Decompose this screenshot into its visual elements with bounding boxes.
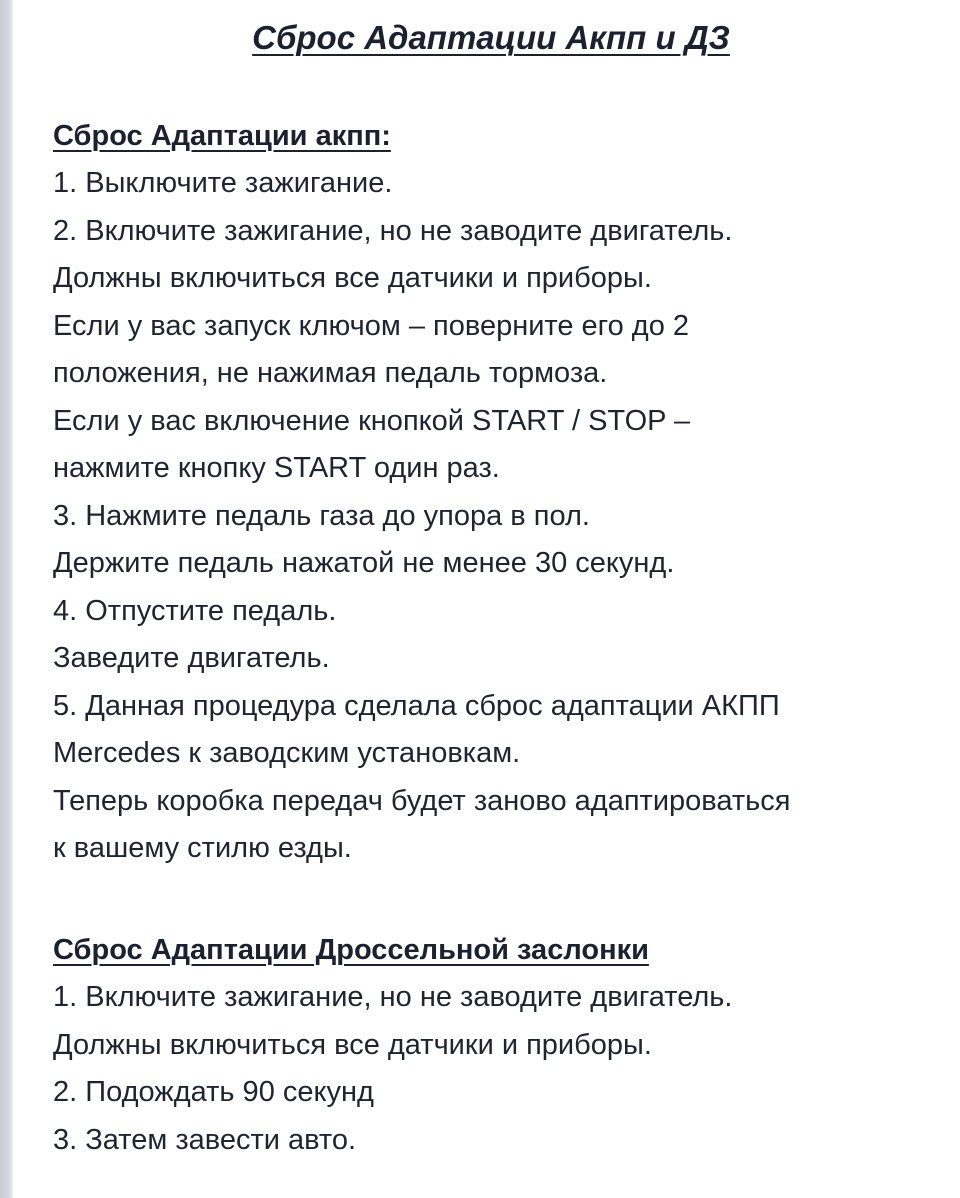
instruction-line: 1. Выключите зажигание.	[53, 167, 393, 199]
instruction-line: 3. Нажмите педаль газа до упора в пол.	[53, 499, 590, 532]
instruction-line: Должны включиться все датчики и приборы.	[53, 1028, 652, 1061]
instruction-line: Если у вас включение кнопкой START / STOP –	[53, 404, 691, 437]
instruction-line: положения, не нажимая педаль тормоза.	[53, 357, 608, 389]
instruction-line: Должны включиться все датчики и приборы.	[53, 262, 652, 294]
instruction-line: Mercedes к заводским установкам.	[53, 737, 521, 769]
instruction-line: 3. Затем завести авто.	[53, 1123, 357, 1156]
instruction-line: Если у вас запуск ключом – поверните его до 2	[53, 309, 690, 342]
instruction-line: к вашему стилю езды.	[53, 832, 352, 864]
instruction-line: 4. Отпустите педаль.	[53, 594, 337, 627]
section-heading: Сброс Адаптации Дроссельной заслонки	[53, 934, 649, 966]
instruction-line: 1. Включите зажигание, но не заводите двигатель.	[53, 981, 733, 1013]
instruction-line: Заведите двигатель.	[53, 642, 330, 674]
instruction-line: нажмите кнопку START один раз.	[53, 452, 500, 484]
left-page-edge	[0, 0, 13, 1198]
section-akpp-reset	[53, 112, 790, 873]
instruction-line: Держите педаль нажатой не менее 30 секунд.	[53, 547, 675, 579]
instruction-line: 5. Данная процедура сделала сброс адаптации АКПП	[53, 689, 780, 722]
instruction-line: 2. Подождать 90 секунд	[53, 1076, 374, 1108]
section-throttle-reset	[53, 926, 732, 1164]
instruction-list	[53, 974, 732, 1164]
instruction-line: 2. Включите зажигание, но не заводите двигатель.	[53, 214, 733, 247]
instruction-list	[53, 160, 790, 873]
document-title: Сброс Адаптации Акпп и ДЗ	[252, 19, 730, 56]
instruction-line: Теперь коробка передач будет заново адаптироваться	[53, 784, 791, 817]
section-heading: Сброс Адаптации акпп:	[53, 120, 391, 152]
